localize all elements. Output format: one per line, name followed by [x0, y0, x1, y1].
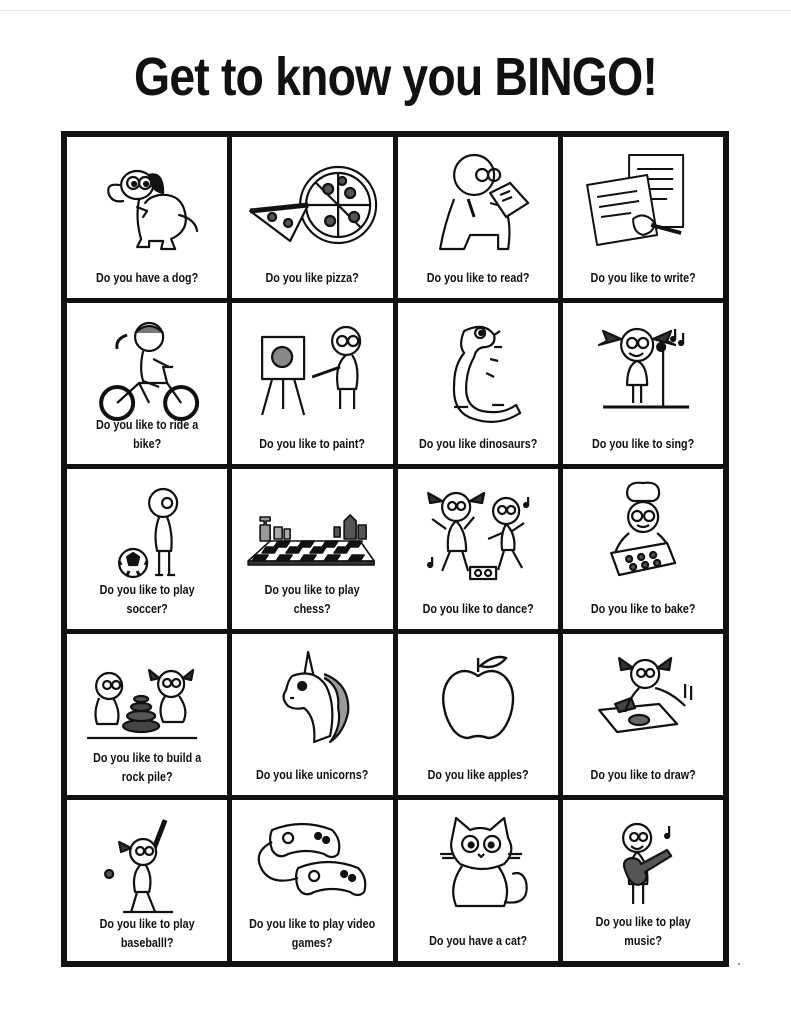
bingo-square-rock-pile[interactable]: [67, 634, 227, 795]
bingo-square-video-games[interactable]: [232, 800, 392, 961]
bingo-caption: Do you like to play soccer?: [99, 583, 195, 617]
dinosaur-icon: [398, 311, 558, 429]
guitar-icon: [563, 808, 723, 926]
bingo-grid: [61, 131, 729, 967]
unicorn-icon: [232, 642, 392, 760]
bingo-caption: Do you like to play baseballl?: [99, 917, 195, 950]
chess-icon: [232, 477, 392, 595]
bingo-square-read[interactable]: [398, 137, 558, 298]
bingo-square-soccer[interactable]: [67, 469, 227, 630]
dog-icon: [67, 145, 227, 263]
bingo-square-draw[interactable]: [563, 634, 723, 795]
bingo-square-dance[interactable]: [398, 469, 558, 630]
bingo-square-apples[interactable]: [398, 634, 558, 795]
bingo-caption: Do you like to play music?: [595, 915, 691, 948]
writing-icon: [563, 145, 723, 263]
bingo-caption: Do you have a cat?: [428, 934, 527, 948]
bingo-caption: Do you like to sing?: [591, 436, 694, 451]
bingo-caption: Do you like to read?: [426, 270, 529, 285]
rock-pile-icon: [67, 642, 227, 760]
page-title: Get to know you BINGO!: [134, 47, 657, 107]
bingo-caption: Do you like to bake?: [590, 602, 696, 617]
bingo-square-baseball[interactable]: [67, 800, 227, 961]
painting-icon: [232, 311, 392, 429]
bingo-caption: Do you like to build a rock pile?: [93, 751, 202, 785]
video-games-icon: [232, 808, 392, 926]
bingo-caption: Do you like unicorns?: [256, 768, 369, 783]
bingo-caption: Do you like pizza?: [265, 270, 359, 285]
bingo-caption: Do you like to play chess?: [264, 583, 360, 617]
page-edge-line: [0, 10, 791, 11]
drawing-icon: [563, 642, 723, 760]
bingo-caption: Do you like to ride a bike?: [96, 417, 199, 451]
singing-icon: [563, 311, 723, 429]
page-mark: [738, 963, 740, 965]
bingo-square-dog[interactable]: [67, 137, 227, 298]
apple-icon: [398, 642, 558, 760]
bingo-caption: Do you like apples?: [427, 768, 529, 783]
bingo-caption: Do you like to write?: [590, 270, 696, 285]
cat-icon: [398, 808, 558, 926]
bingo-square-paint[interactable]: [232, 303, 392, 464]
bingo-caption: Do you like to dance?: [422, 602, 534, 617]
bingo-square-bike[interactable]: [67, 303, 227, 464]
bingo-square-dinosaurs[interactable]: [398, 303, 558, 464]
bingo-square-bake[interactable]: [563, 469, 723, 630]
pizza-icon: [232, 145, 392, 263]
bingo-square-chess[interactable]: [232, 469, 392, 630]
baking-icon: [563, 477, 723, 595]
dancing-icon: [398, 477, 558, 595]
bingo-caption: Do you like to paint?: [259, 436, 366, 451]
bike-icon: [67, 311, 227, 429]
bingo-caption: Do you have a dog?: [96, 270, 199, 285]
bingo-square-pizza[interactable]: [232, 137, 392, 298]
bingo-square-unicorns[interactable]: [232, 634, 392, 795]
bingo-square-sing[interactable]: [563, 303, 723, 464]
bingo-caption: Do you like to play video games?: [249, 917, 376, 950]
reading-icon: [398, 145, 558, 263]
bingo-square-music[interactable]: [563, 800, 723, 961]
bingo-square-cat[interactable]: [398, 800, 558, 961]
bingo-caption: Do you like dinosaurs?: [418, 436, 537, 451]
bingo-caption: Do you like to draw?: [590, 768, 696, 783]
soccer-icon: [67, 477, 227, 595]
bingo-square-write[interactable]: [563, 137, 723, 298]
baseball-icon: [67, 808, 227, 926]
